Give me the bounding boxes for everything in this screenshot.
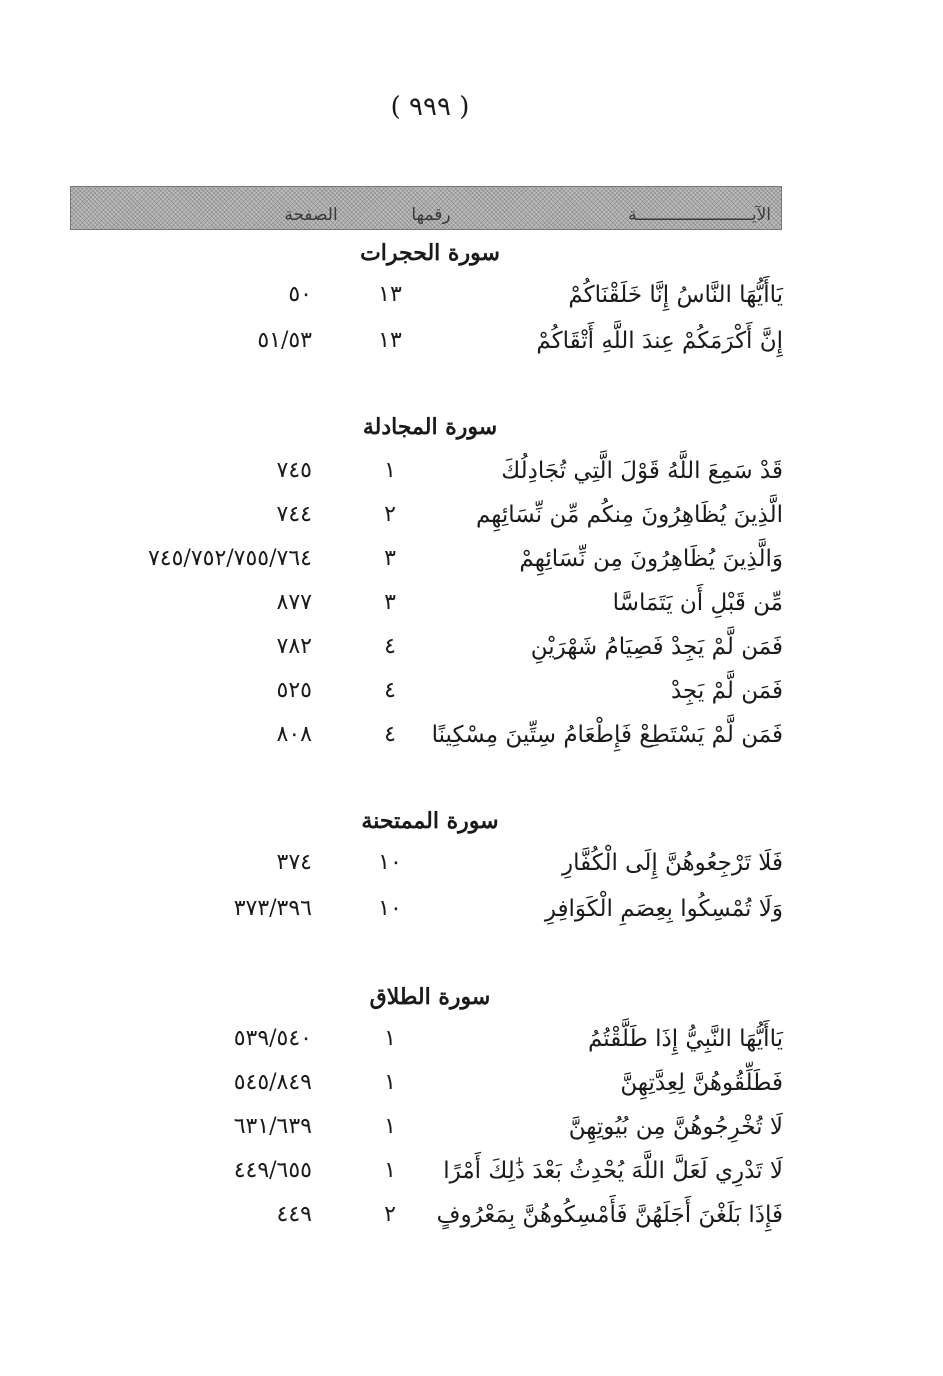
header-verse-label: الآيـــــــــــــــــــــــة [628,205,771,225]
table-row [0,634,943,674]
page-refs: ٣٧٣/٣٩٦ [233,896,312,921]
page-number: ( ٩٩٩ ) [390,92,470,122]
surah-title: سورة الطلاق [369,984,491,1010]
verse-number: ٢ [384,1202,396,1227]
verse-text: مِّن قَبْلِ أَن يَتَمَاسَّا [612,590,783,616]
table-row [0,328,943,368]
page-refs: ٧٤٥ [276,458,312,483]
page-refs: ٨٧٧ [276,590,312,615]
surah-title: سورة الممتحنة [361,808,499,834]
verse-number: ١ [384,1158,396,1183]
page-refs: ٨٠٨ [276,722,312,747]
table-row [0,1070,943,1110]
verse-number: ٤ [384,678,396,703]
verse-number: ١ [384,1070,396,1095]
page-refs: ٤٤٩ [276,1202,312,1227]
verse-text: فَإِذَا بَلَغْنَ أَجَلَهُنَّ فَأَمْسِكُوهُنَّ بِمَعْرُوفٍ [436,1202,783,1228]
header-page-label: الصفحة [284,205,338,225]
verse-text: فَمَن لَّمْ يَجِدْ [670,678,783,704]
verse-number: ٤ [384,634,396,659]
table-row [0,282,943,322]
table-row [0,1202,943,1242]
page-refs: ٣٧٤ [276,850,312,875]
table-row [0,896,943,936]
table-row [0,1158,943,1198]
table-row [0,590,943,630]
verse-text: إِنَّ أَكْرَمَكُمْ عِندَ اللَّهِ أَتْقَاكُمْ [536,328,783,354]
verse-text: فَمَن لَّمْ يَجِدْ فَصِيَامُ شَهْرَيْنِ [530,634,783,660]
table-row [0,678,943,718]
verse-number: ١٠ [378,850,402,875]
table-row [0,546,943,586]
surah-title: سورة الحجرات [360,240,500,266]
page-refs: ٥٠ [288,282,312,307]
verse-text: لَا تُخْرِجُوهُنَّ مِن بُيُوتِهِنَّ [568,1114,783,1140]
verse-number: ١٠ [378,896,402,921]
table-row [0,458,943,498]
page-refs: ٥١/٥٣ [257,328,312,353]
page-refs: ٧٤٥/٧٥٢/٧٥٥/٧٦٤ [147,546,312,571]
table-row [0,722,943,762]
verse-text: فَطَلِّقُوهُنَّ لِعِدَّتِهِنَّ [620,1070,783,1096]
verse-number: ١ [384,1114,396,1139]
verse-number: ٤ [384,722,396,747]
verse-number: ١ [384,1026,396,1051]
page-refs: ٤٤٩/٦٥٥ [233,1158,312,1183]
verse-number: ١ [384,458,396,483]
verse-number: ٢ [384,502,396,527]
page-refs: ٥٣٩/٥٤٠ [233,1026,312,1051]
page-refs: ٥٢٥ [276,678,312,703]
verse-text: يَاأَيُّهَا النَّبِيُّ إِذَا طَلَّقْتُمُ [587,1026,783,1052]
table-row [0,502,943,542]
verse-text: قَدْ سَمِعَ اللَّهُ قَوْلَ الَّتِي تُجَادِلُكَ [501,458,783,484]
verse-text: يَاأَيُّهَا النَّاسُ إِنَّا خَلَقْنَاكُمْ [568,282,783,308]
verse-number: ٣ [384,590,396,615]
verse-text: وَالَّذِينَ يُظَاهِرُونَ مِن نِّسَائِهِمْ [519,546,783,572]
verse-text: الَّذِينَ يُظَاهِرُونَ مِنكُم مِّن نِّسَائِهِم [475,502,783,528]
table-row [0,1026,943,1066]
verse-text: وَلَا تُمْسِكُوا بِعِصَمِ الْكَوَافِرِ [544,896,783,922]
verse-text: فَمَن لَّمْ يَسْتَطِعْ فَإِطْعَامُ سِتِّينَ مِسْكِينًا [431,722,783,748]
verse-number: ١٣ [378,328,402,353]
page-refs: ٥٤٥/٨٤٩ [233,1070,312,1095]
table-row [0,850,943,890]
surah-title: سورة المجادلة [362,414,498,440]
table-row [0,1114,943,1154]
page-refs: ٧٤٤ [276,502,312,527]
verse-number: ١٣ [378,282,402,307]
verse-number: ٣ [384,546,396,571]
page-refs: ٧٨٢ [276,634,312,659]
table-header-bar [70,186,782,230]
verse-text: فَلَا تَرْجِعُوهُنَّ إِلَى الْكُفَّارِ [562,850,783,876]
page-refs: ٦٣١/٦٣٩ [233,1114,312,1139]
verse-text: لَا تَدْرِي لَعَلَّ اللَّهَ يُحْدِثُ بَعْدَ ذَٰلِكَ أَمْرًا [443,1158,783,1184]
header-number-label: رقمها [411,205,451,225]
